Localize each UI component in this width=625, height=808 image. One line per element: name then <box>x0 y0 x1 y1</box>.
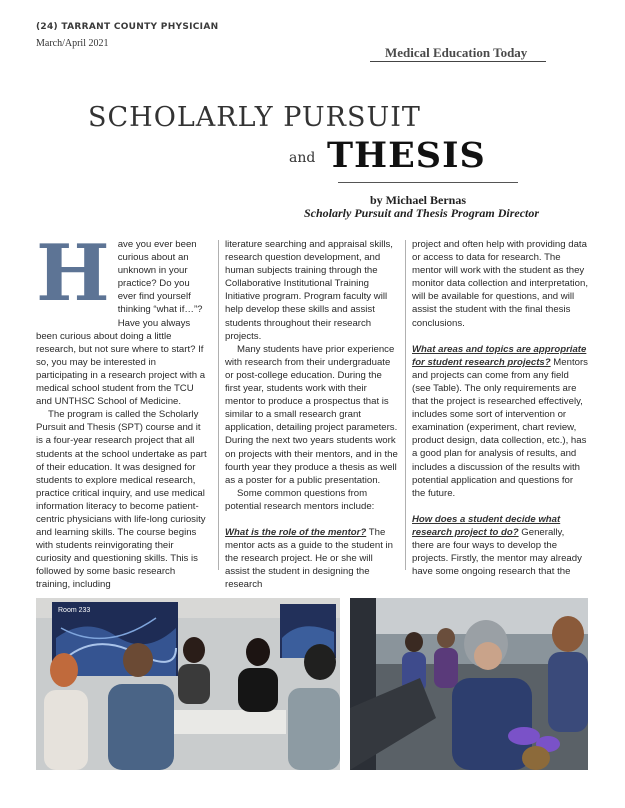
faq-answer: Mentors and projects can come from any field (see Table). The only requirements are that the project is researched effectively, includes some sort of intervention or examination (experiment, chart review, product design, data collection, etc.), has a good plan for analysis of results, and includes a discussion of the results with potential application and questions for the future. <box>412 356 588 499</box>
text-line: curious about an <box>117 252 189 264</box>
photo-anatomy-lab <box>350 598 588 770</box>
faq-question: How does a student decide what research project to do? <box>412 513 561 538</box>
paragraph-intro <box>36 228 210 408</box>
screen-label: Room 233 <box>58 607 91 614</box>
byline: by Michael Bernas <box>370 193 466 207</box>
issue-date: March/April 2021 <box>36 38 109 49</box>
faq-item <box>412 343 588 500</box>
faq-question: What is the role of the mentor? <box>225 526 367 538</box>
text-line: ave you ever been <box>117 239 197 250</box>
publication-name: (24) TARRANT COUNTY PHYSICIAN <box>36 22 219 32</box>
column-divider <box>405 240 406 570</box>
article-title-line1: SCHOLARLY PURSUIT <box>88 102 421 133</box>
text-line: unknown in your <box>117 265 188 277</box>
title-divider <box>338 182 518 183</box>
faq-question: What areas and topics are appropriate for student research projects? <box>412 343 587 368</box>
faq-item <box>225 526 399 591</box>
lab-illustration <box>350 598 588 770</box>
article-column-3 <box>412 238 588 578</box>
column-divider <box>218 240 219 570</box>
faq-item <box>412 513 588 578</box>
faq-answer: The mentor acts as a guide to the student in the research project. He or she will assist the student in designing the research <box>225 526 393 591</box>
faq-answer: Generally, there are four ways to develop the projects. Firstly, the mentor may already have some ongoing research that the <box>412 526 582 578</box>
text-line: ever find yourself <box>117 291 191 303</box>
section-title: Medical Education Today <box>385 45 528 60</box>
drop-cap: H <box>36 228 110 319</box>
photo-classroom <box>36 598 340 770</box>
text-line: practice? Do you <box>117 278 190 290</box>
article-title-line2: THESIS <box>327 135 486 176</box>
article-column-2 <box>225 238 399 591</box>
paragraph: Some common questions from potential research mentors include: <box>225 487 375 512</box>
article-title-connector: and <box>289 150 316 166</box>
paragraph-text: Have you always been curious about doing a little research, but not sure where to start? If so, you may be interested in participating in a research project with a medical school student from the TCU and UNTHSC School of Medicine. <box>36 317 206 408</box>
paragraph: project and often help with providing data or access to data for research. The mentor will work with the student as they monitor data collection and interpretation, will be available for questions, and will assist the student with the final thesis conclusions. <box>412 239 588 329</box>
article-column-1 <box>36 228 210 591</box>
paragraph: The program is called the Scholarly Pursuit and Thesis (SPT) course and it is a four-year research project that all students at the school undertake as part of their education. It was designed for students to explore medical research, practice critical inquiry, and use medical information literacy to become patient-centric physicians with life-long curiosity and learning skills. The course begins with students reinvigorating their curiosity and questioning skills. This is followed by some basic research training, including <box>36 409 207 591</box>
text-line: thinking “what if…”? <box>117 304 203 316</box>
classroom-illustration <box>36 598 340 770</box>
paragraph: Many students have prior experience with research from their undergraduate or post-college education. During the first year, students work with their mentor to produce a prospectus that is similar to a small research grant application, detailing project parameters. During the next two years students work on projects with their mentors, and in the fourth year they produce a thesis as well as a poster for a public presentation. <box>225 343 398 486</box>
paragraph: literature searching and appraisal skills, research question development, and human subjects training through the Collaborative Institutional Training Initiative program. Program faculty will help develop these skills and assist students throughout their research projects. <box>225 239 393 342</box>
section-rule <box>370 61 546 62</box>
author-role: Scholarly Pursuit and Thesis Program Director <box>304 206 540 220</box>
